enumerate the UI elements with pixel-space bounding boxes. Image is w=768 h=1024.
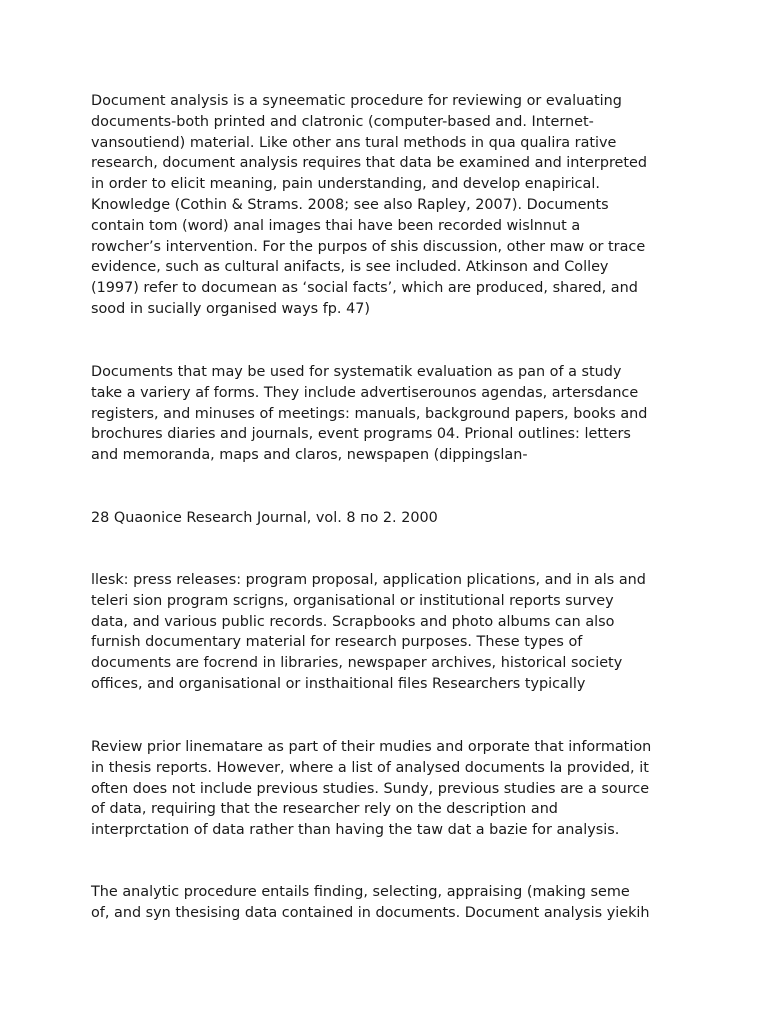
text-line: Review prior linematare as part of their mudies and orporate that information [91,739,652,755]
text-line: evidence, such as cultural anifacts, is see included. Atkinson and Colley [91,259,609,276]
text-line: of, and syn thesising data contained in documents. Document analysis yiekih [91,904,650,921]
text-line: and memoranda, maps and claros, newspapen (dippingslan- [91,447,528,464]
text-line: documents-both printed and clatronic (computer-based and. Internet- [91,113,594,130]
text-line: brochures diaries and journals, event programs 04. Prional outlines: letters [91,426,631,443]
text-line: research, document analysis requires that data be examined and interpreted [91,155,648,172]
text-line: Document analysis is a syneematic procedure for reviewing or evaluating [91,93,622,109]
text-line: documents are focrend in libraries, newspaper archives, historical society [91,655,623,672]
paragraph-analytic-procedure [91,882,681,924]
text-line: take a variery af forms. They include advertiserounos agendas, artersdance [91,384,639,401]
text-line: The analytic procedure entails finding, selecting, appraising (making seme [91,884,630,900]
text-line: of data, requiring that the researcher rely on the description and [91,801,558,818]
text-line: contain tom (word) anal images thai have been recorded wislnnut a [91,217,581,234]
text-line: registers, and minuses of meetings: manuals, background papers, books and [91,405,648,422]
text-line: Knowledge (Cothin & Strams. 2008; see also Rapley, 2007). Documents [91,196,609,213]
journal-citation-line [91,508,681,529]
text-line: offices, and organisational or insthaitional files Researchers typically [91,675,586,692]
paragraph-document-types [91,362,681,466]
text-line: interprctation of data rather than having the taw dat a bazie for analysis. [91,822,620,839]
text-line: teleri sion program scrigns, organisational or institutional reports survey [91,592,614,609]
text-line: rowcher’s intervention. For the purpos of shis discussion, other maw or trace [91,238,646,255]
text-line: llesk: press releases: program proposal, application plications, and in als and [91,572,646,588]
text-line: 28 Quaonice Research Journal, vol. 8 по 2. 2000 [91,510,438,526]
paragraph-document-analysis-intro [91,91,681,320]
paragraph-records [91,570,681,695]
text-line: in thesis reports. However, where a list of analysed documents la provided, it [91,759,649,776]
text-line: often does not include previous studies. Sundy, previous studies are a source [91,780,650,797]
text-line: data, and various public records. Scrapbooks and photo albums can also [91,613,615,630]
text-line: sood in sucially organised ways fp. 47) [91,300,370,317]
text-line: Documents that may be used for systematik evaluation as pan of a study [91,364,622,380]
text-line: vansoutiend) material. Like other ans tural methods in qua qualira rative [91,134,617,151]
text-line: in order to elicit meaning, pain understanding, and develop enapirical. [91,176,600,193]
paragraph-prior-literature [91,737,681,841]
text-line: (1997) refer to documean as ‘social facts’, which are produced, shared, and [91,280,638,297]
text-line: furnish documentary material for research purposes. These types of [91,634,583,651]
